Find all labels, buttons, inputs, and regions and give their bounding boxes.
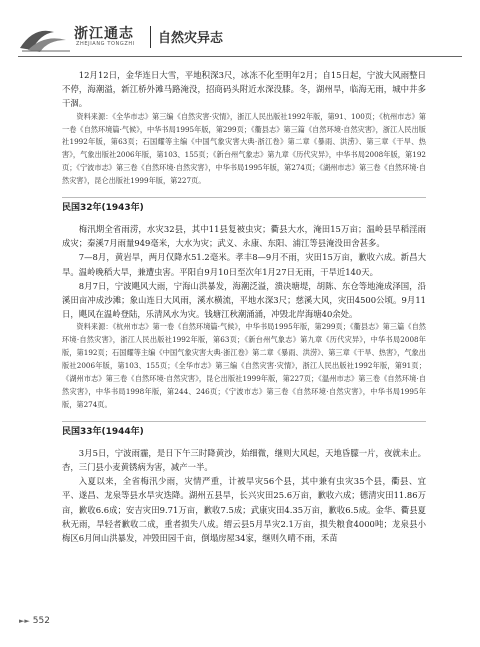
paragraph: 入夏以来，全省梅汛少雨，灾情严重，计被旱灾56个县，其中兼有虫灾35个县，衢县、宜平、遂昌、龙泉等县水旱灾迭降。湖州五县旱，长兴灾田25.6万亩，歉收六成；德清灾田11.86万亩，歉收6.6成；安吉灾田9.71万亩，歉收7.5成；武康灾田4.35万亩，歉收6.5成。金华、衢县夏秋无雨，旱轻者歉收二成，重者损失八成。缙云县5月旱灾2.1万亩，损失粮食4000吨；龙泉县小梅区6月间山洪暴发，冲毁田园千亩，倒塌房屋34家，继则久晴不雨，禾苗 bbox=[62, 476, 426, 544]
paragraph: 12月12日，金华连日大雪，平地积深3尺，冰冻不化至明年2月；自15日起，宁波大风雨整日不停，海潮溢，新江桥外滩马路淹没，招商码头附近水深没膝。冬，湖州旱，临海无雨，城中井多干涸。 bbox=[62, 70, 426, 109]
logo-title: 浙江通志 bbox=[74, 26, 134, 42]
paragraph: 梅汛期全省雨涝，水灾32县，其中11县复被虫灾；衢县大水，淹田15万亩；温岭县早稻淫雨成灾；秦溪7月雨量949毫米，大水为灾；武义、永康、东阳、浦江等县淹没田舍甚多。 bbox=[62, 224, 426, 249]
page-arrow-icon: ►► bbox=[19, 617, 30, 625]
section-title: 自然灾异志 bbox=[158, 31, 224, 46]
year-heading: 民国32年(1943年) bbox=[62, 197, 426, 214]
source-note: 资料来源：《全华市志》第三编《自然灾害·灾情》，浙江人民出版社1992年版，第91、100页；《杭州市志》第一卷《自然环境篇·气候》，中华书局1995年版，第299页；《衢县志》第三篇《自然环境·自然灾害》，浙江人民出版社1992年版，第63页；石国耀等主编《中国气象灾害大典·浙江卷》第二章《暴雨、洪涝》、第三章《干旱、热害》，气象出版社2006年版，第103、155页；《新台州气象志》第九章《历代灾异》，中华书局2008年版，第192页；《宁波市志》第三卷《自然环境·自然灾害》，中华书局1995年版，第274页；《湖州市志》第三卷《自然环境·自然灾害》，昆仑出版社1999年版，第227页。 bbox=[62, 111, 426, 186]
paragraph: 7—8月，黄岩旱，两月仅降水51.2毫米。孝丰8—9月不雨，灾田15万亩，歉收六成。新昌大旱。温岭晚稻大旱，兼遭虫害。平阳自9月10日至次年1月27日无雨，干旱近140天。 bbox=[62, 252, 426, 277]
page-footer bbox=[19, 616, 50, 626]
paragraph: 8月7日，宁波飓风大雨，宁海山洪暴发，海潮泛溢，溃决塘堤，胡陈、东仓等地淹成泽国，沿溪田亩冲成沙滩；象山连日大风雨，溪水横流，平地水深3尺；慈溪大风，灾田4500公顷。9月11日，飓风在温岭登陆，乐清风水为灾。钱塘江秋潮涌涌，冲毁北岸海塘40余处。 bbox=[62, 280, 426, 320]
paragraph: 3月5日，宁波雨霾，是日下午三时降黄沙，始细微，继则大风起，天地昏朦一片，夜就未止。杏，三门县小麦黄锈病为害，减产一半。 bbox=[62, 447, 426, 473]
page-body bbox=[62, 68, 426, 545]
header-divider bbox=[150, 26, 151, 48]
source-note: 资料来源：《杭州市志》第一卷《自然环境篇·气候》，中华书局1995年版，第299页；《衢县志》第三篇《自然环境·自然灾害》，浙江人民出版社1992年版，第63页；《新台州气象志》第九章《历代灾异》，中华书局2008年版，第192页；石国耀等主编《中国气象灾害大典·浙江卷》第二章《暴雨、洪涝》、第三章《干旱、热害》，气象出版社2006年版，第103、155页；《全华市志》第三编《自然灾害·灾情》，浙江人民出版社1992年版，第91页；《湖州市志》第三卷《自然环境·自然灾害》，昆仑出版社1999年版，第227页；《温州市志》第三卷《自然环境·自然灾害》，中华书局1998年版，第244、246页；《宁波市志》第三卷《自然环境·自然灾害》，中华书局1995年版，第274页。 bbox=[62, 322, 426, 409]
page-number: 552 bbox=[32, 616, 50, 626]
header-rule bbox=[18, 56, 462, 57]
page-header bbox=[18, 20, 462, 56]
year-heading: 民国33年(1944年) bbox=[62, 421, 426, 438]
logo-subtitle: ZHEJIANG TONGZHI bbox=[76, 41, 135, 47]
logo-icon bbox=[18, 20, 82, 54]
